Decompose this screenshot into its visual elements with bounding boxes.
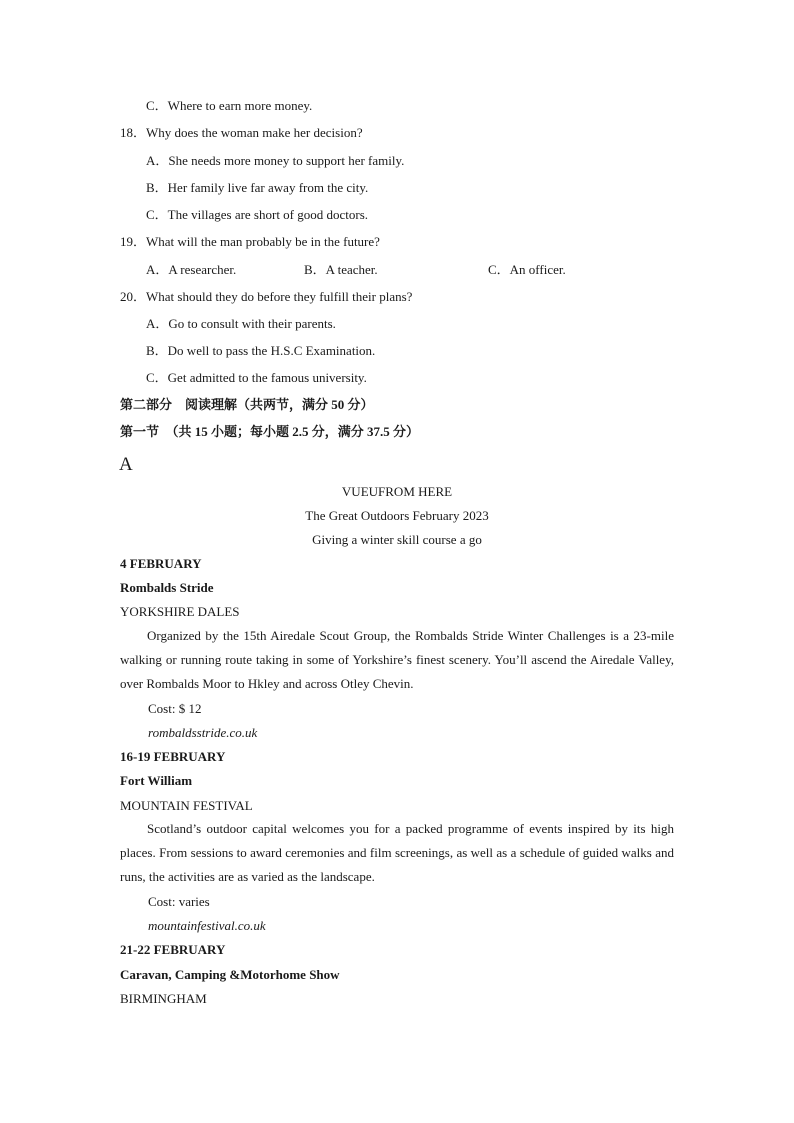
q20-option-a: A．Go to consult with their parents. bbox=[146, 316, 336, 331]
event1-cost: Cost: $ 12 bbox=[148, 701, 202, 716]
q19-option-a: A．A researcher. bbox=[146, 262, 237, 277]
passage-title-line1: VUEUFROM HERE bbox=[341, 484, 453, 499]
event3-location: BIRMINGHAM bbox=[120, 991, 207, 1006]
q18-option-a: A．She needs more money to support her family. bbox=[146, 153, 405, 168]
event2-description: Scotland’s outdoor capital welcomes you for a packed programme of events inspired by its high places. From sessions to award ceremonies and film screenings, as well as a schedule of guided walks and runs, the activities are as varied as the landscape. bbox=[120, 821, 674, 884]
q17-option-c: C．Where to earn more money. bbox=[146, 98, 313, 113]
event1-description: Organized by the 15th Airedale Scout Group, the Rombalds Stride Winter Challenges is a 23-mile walking or running route taking in some of Yorkshire’s finest scenery. You’ll ascend the Airedale Valley, over Rombalds Moor to Hkley and across Otley Chevin. bbox=[120, 628, 674, 691]
q20-option-c: C．Get admitted to the famous university. bbox=[146, 370, 367, 385]
event3-name: Caravan, Camping &Motorhome Show bbox=[120, 967, 340, 982]
q19-question: 19．What will the man probably be in the future? bbox=[120, 234, 380, 249]
event2-cost: Cost: varies bbox=[148, 894, 210, 909]
event1-date: 4 FEBRUARY bbox=[120, 556, 202, 571]
q20-question: 20．What should they do before they fulfill their plans? bbox=[120, 289, 413, 304]
event3-date: 21-22 FEBRUARY bbox=[120, 942, 226, 957]
q20-option-b: B．Do well to pass the H.S.C Examination. bbox=[146, 343, 376, 358]
q19-option-b: B．A teacher. bbox=[304, 262, 378, 277]
event1-website: rombaldsstride.co.uk bbox=[148, 725, 258, 740]
event2-website: mountainfestival.co.uk bbox=[148, 918, 266, 933]
q18-question: 18．Why does the woman make her decision? bbox=[120, 125, 363, 140]
passage-subtitle: Giving a winter skill course a go bbox=[312, 532, 482, 547]
passage-label: A bbox=[119, 454, 133, 475]
event1-location: YORKSHIRE DALES bbox=[120, 604, 240, 619]
event2-location: MOUNTAIN FESTIVAL bbox=[120, 798, 253, 813]
q18-option-c: C．The villages are short of good doctors. bbox=[146, 207, 369, 222]
event2-name: Fort William bbox=[120, 773, 193, 788]
section1-heading: 第一节 （共 15 小题；每小题 2.5 分，满分 37.5 分） bbox=[120, 424, 420, 439]
part2-heading: 第二部分 阅读理解（共两节，满分 50 分） bbox=[120, 397, 374, 412]
q19-option-c: C．An officer. bbox=[488, 262, 566, 277]
q18-option-b: B．Her family live far away from the city. bbox=[146, 180, 369, 195]
event1-name: Rombalds Stride bbox=[120, 580, 214, 595]
event2-date: 16-19 FEBRUARY bbox=[120, 749, 226, 764]
passage-title-line2: The Great Outdoors February 2023 bbox=[305, 508, 489, 523]
